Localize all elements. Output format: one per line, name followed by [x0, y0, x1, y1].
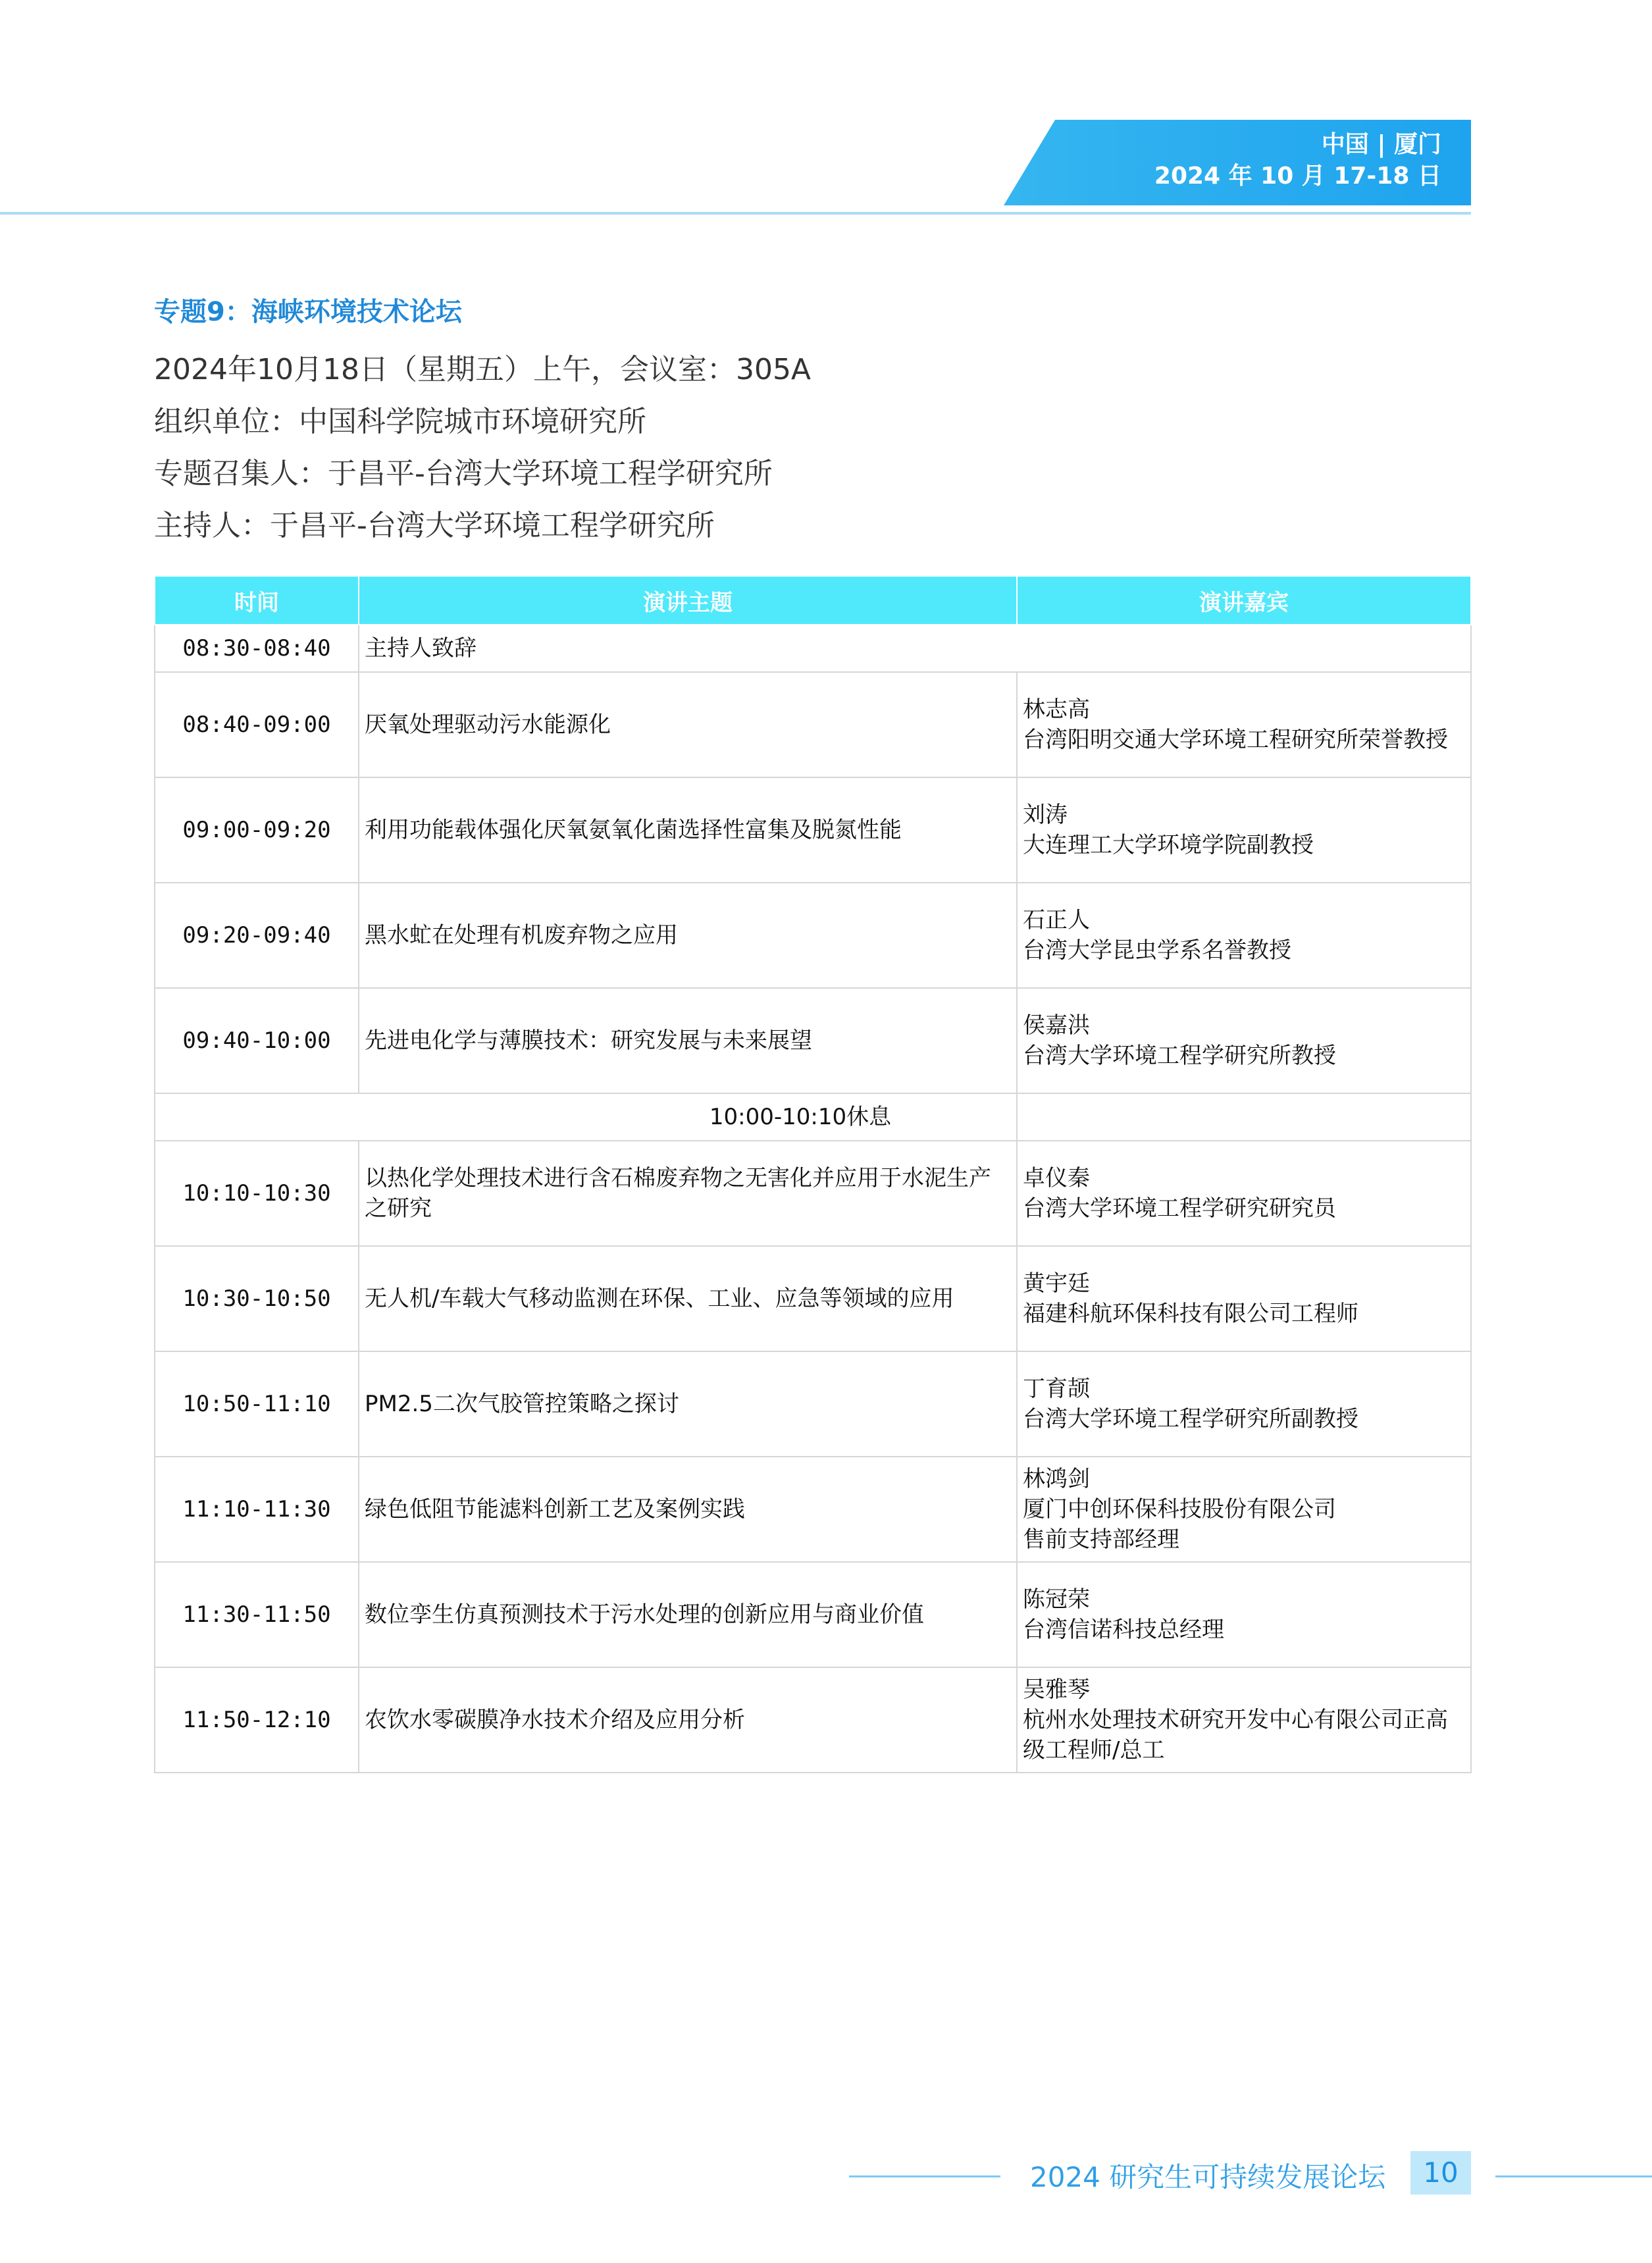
row-time: 09:00-09:20	[155, 777, 359, 883]
speaker-affiliation: 台湾阳明交通大学环境工程研究所荣誉教授	[1023, 727, 1448, 753]
table-row	[155, 1246, 1471, 1351]
speaker-name: 侯嘉洪	[1023, 1012, 1090, 1039]
speaker-affiliation: 台湾大学昆虫学系名誉教授	[1023, 937, 1291, 964]
column-header-speaker: 演讲嘉宾	[1017, 576, 1471, 625]
header-dates: 2024 年 10 月 17-18 日	[1154, 163, 1441, 190]
table-row	[155, 625, 1471, 672]
table-row	[155, 1457, 1471, 1562]
table-row	[155, 672, 1471, 777]
speaker-affiliation-line2: 售前支持部经理	[1023, 1526, 1179, 1553]
row-time: 11:10-11:30	[155, 1457, 359, 1562]
session-title: 专题9：海峡环境技术论坛	[154, 297, 462, 327]
row-topic: 厌氧处理驱动污水能源化	[359, 672, 1017, 777]
table-row	[155, 1141, 1471, 1246]
footer-rule-right	[1495, 2175, 1652, 2177]
speaker-affiliation: 杭州水处理技术研究开发中心有限公司正高级工程师/总工	[1023, 1707, 1448, 1763]
speaker-affiliation: 台湾信诺科技总经理	[1023, 1617, 1224, 1643]
row-topic: 无人机/车载大气移动监测在环保、工业、应急等领域的应用	[359, 1246, 1017, 1351]
header-divider	[0, 212, 1471, 215]
table-row	[155, 777, 1471, 883]
row-topic: 绿色低阻节能滤料创新工艺及案例实践	[359, 1457, 1017, 1562]
footer-forum-name: 2024 研究生可持续发展论坛	[1030, 2161, 1386, 2193]
speaker-name: 丁育颉	[1023, 1376, 1090, 1402]
break-row	[155, 1093, 1471, 1141]
table-row	[155, 988, 1471, 1093]
speaker-affiliation: 福建科航环保科技有限公司工程师	[1023, 1301, 1358, 1327]
row-time: 11:50-12:10	[155, 1667, 359, 1773]
speaker-affiliation: 大连理工大学环境学院副教授	[1023, 832, 1314, 858]
table-row	[155, 1351, 1471, 1457]
session-organizer: 组织单位：中国科学院城市环境研究所	[154, 405, 646, 438]
row-speaker-cell	[1017, 777, 1471, 883]
speaker-name: 刘涛	[1023, 802, 1068, 828]
row-time: 09:40-10:00	[155, 988, 359, 1093]
table-row	[155, 1667, 1471, 1773]
row-time: 10:30-10:50	[155, 1246, 359, 1351]
row-topic: 先进电化学与薄膜技术：研究发展与未来展望	[359, 988, 1017, 1093]
row-topic: 利用功能载体强化厌氧氨氧化菌选择性富集及脱氮性能	[359, 777, 1017, 883]
row-time: 10:10-10:30	[155, 1141, 359, 1246]
row-speaker-cell	[1017, 1667, 1471, 1773]
footer-rule-left	[849, 2175, 1000, 2177]
session-convener: 专题召集人：于昌平-台湾大学环境工程学研究所	[154, 457, 773, 490]
session-datetime: 2024年10月18日（星期五）上午，会议室：305A	[154, 353, 812, 386]
session-host: 主持人：于昌平-台湾大学环境工程学研究所	[154, 509, 715, 542]
speaker-affiliation: 台湾大学环境工程学研究研究员	[1023, 1195, 1336, 1222]
header-location: 中国 | 厦门	[1321, 131, 1441, 158]
row-topic: 数位孪生仿真预测技术于污水处理的创新应用与商业价值	[359, 1562, 1017, 1667]
speaker-affiliation: 厦门中创环保科技股份有限公司	[1023, 1496, 1336, 1522]
row-time: 09:20-09:40	[155, 883, 359, 988]
speaker-name: 黄宇廷	[1023, 1270, 1090, 1297]
row-speaker-cell	[1017, 1246, 1471, 1351]
speaker-affiliation: 台湾大学环境工程学研究所教授	[1023, 1043, 1336, 1069]
row-topic: 以热化学处理技术进行含石棉废弃物之无害化并应用于水泥生产之研究	[359, 1141, 1017, 1246]
row-topic: 农饮水零碳膜净水技术介绍及应用分析	[359, 1667, 1017, 1773]
speaker-name: 吴雅琴	[1023, 1677, 1090, 1703]
table-row	[155, 1562, 1471, 1667]
page-number: 10	[1410, 2151, 1471, 2195]
row-topic: 黑水虻在处理有机废弃物之应用	[359, 883, 1017, 988]
row-topic: PM2.5二次气胶管控策略之探讨	[359, 1351, 1017, 1457]
speaker-name: 林鸿剑	[1023, 1466, 1090, 1492]
schedule-table	[154, 575, 1472, 1773]
speaker-affiliation: 台湾大学环境工程学研究所副教授	[1023, 1406, 1358, 1432]
break-empty-cell	[1017, 1093, 1471, 1141]
row-time: 08:30-08:40	[155, 625, 359, 672]
column-header-time: 时间	[155, 576, 359, 625]
row-time: 11:30-11:50	[155, 1562, 359, 1667]
row-speaker-cell	[1017, 1562, 1471, 1667]
row-speaker-cell	[1017, 1457, 1471, 1562]
speaker-name: 卓仪秦	[1023, 1165, 1090, 1191]
row-topic: 主持人致辞	[359, 625, 1471, 672]
speaker-name: 林志高	[1023, 696, 1090, 723]
column-header-topic: 演讲主题	[359, 576, 1017, 625]
break-label: 10:00-10:10休息	[155, 1093, 1017, 1141]
row-time: 08:40-09:00	[155, 672, 359, 777]
table-header-row	[155, 576, 1471, 625]
row-speaker-cell	[1017, 988, 1471, 1093]
row-speaker-cell	[1017, 1351, 1471, 1457]
row-speaker-cell	[1017, 1141, 1471, 1246]
table-row	[155, 883, 1471, 988]
speaker-name: 石正人	[1023, 907, 1090, 933]
row-speaker-cell	[1017, 672, 1471, 777]
header-info	[1154, 129, 1441, 192]
speaker-name: 陈冠荣	[1023, 1586, 1090, 1613]
row-speaker-cell	[1017, 883, 1471, 988]
row-time: 10:50-11:10	[155, 1351, 359, 1457]
